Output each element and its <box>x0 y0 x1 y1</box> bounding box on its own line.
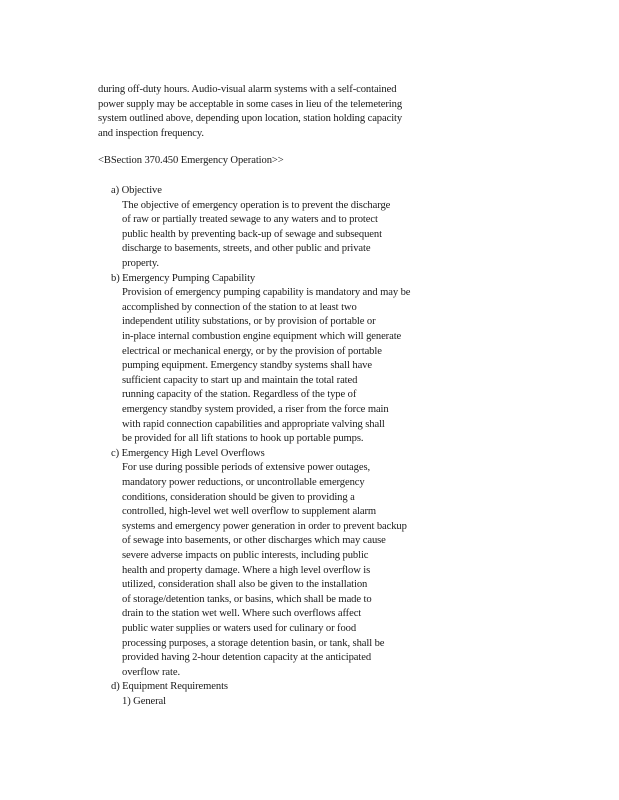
paragraph-line: processing purposes, a storage detention basin, or tank, shall be <box>122 637 385 649</box>
paragraph-line: controlled, high-level wet well overflow to supplement alarm <box>122 506 377 518</box>
paragraph-line: utilized, consideration shall also be given to the installation <box>122 579 368 591</box>
paragraph-line: independent utility substations, or by provision of portable or <box>122 316 376 328</box>
paragraph-line: emergency standby system provided, a riser from the force main <box>122 404 389 415</box>
paragraph-line: conditions, consideration should be given to providing a <box>122 491 355 503</box>
paragraph-line: in-place internal combustion engine equipment which will generate <box>122 331 402 342</box>
paragraph-line: sufficient capacity to start up and maintain the total rated <box>122 374 358 386</box>
subsection-label: a) Objective <box>111 185 162 196</box>
paragraph-line: power supply may be acceptable in some cases in lieu of the telemetering <box>98 98 403 110</box>
paragraph-line: public health by preventing back-up of sewage and subsequent <box>122 228 382 240</box>
subsection-label: 1) General <box>122 696 166 707</box>
paragraph-line: discharge to basements, streets, and other public and private <box>122 243 371 255</box>
paragraph-line: of storage/detention tanks, or basins, which shall be made to <box>122 593 372 605</box>
subsection-label: b) Emergency Pumping Capability <box>111 272 256 284</box>
paragraph-line: mandatory power reductions, or uncontrollable emergency <box>122 477 365 488</box>
paragraph-line: during off-duty hours. Audio-visual alarm systems with a self-contained <box>98 84 397 95</box>
paragraph-line: systems and emergency power generation in order to prevent backup <box>122 520 407 532</box>
paragraph-line: The objective of emergency operation is to prevent the discharge <box>122 199 391 211</box>
paragraph-line: be provided for all lift stations to hook up portable pumps. <box>122 433 364 445</box>
paragraph-line: severe adverse impacts on public interests, including public <box>122 550 369 561</box>
section-heading: <BSection 370.450 Emergency Operation>> <box>98 155 284 166</box>
paragraph-line: overflow rate. <box>122 666 181 678</box>
paragraph-line: pumping equipment. Emergency standby systems shall have <box>122 360 372 372</box>
paragraph-line: of raw or partially treated sewage to any waters and to protect <box>122 214 378 226</box>
paragraph-line: provided having 2-hour detention capacity at the anticipated <box>122 652 372 664</box>
paragraph-line: drain to the station wet well. Where such overflows affect <box>122 608 362 620</box>
paragraph-line: For use during possible periods of extensive power outages, <box>122 462 371 474</box>
paragraph-line: system outlined above, depending upon location, station holding capacity <box>98 113 403 125</box>
paragraph-line: accomplished by connection of the station to at least two <box>122 301 357 313</box>
paragraph-line: Provision of emergency pumping capability is mandatory and may be <box>122 287 411 299</box>
paragraph-line: with rapid connection capabilities and appropriate valving shall <box>122 418 385 430</box>
paragraph-line: running capacity of the station. Regardless of the type of <box>122 389 357 401</box>
paragraph-line: of sewage into basements, or other discharges which may cause <box>122 535 386 547</box>
paragraph-line: property. <box>122 258 159 269</box>
subsection-label: c) Emergency High Level Overflows <box>111 447 265 459</box>
paragraph-line: public water supplies or waters used for culinary or food <box>122 623 357 634</box>
paragraph-line: and inspection frequency. <box>98 127 204 139</box>
paragraph-line: electrical or mechanical energy, or by the provision of portable <box>122 345 382 357</box>
subsection-label: d) Equipment Requirements <box>111 681 228 693</box>
paragraph-line: health and property damage. Where a high level overflow is <box>122 564 371 576</box>
